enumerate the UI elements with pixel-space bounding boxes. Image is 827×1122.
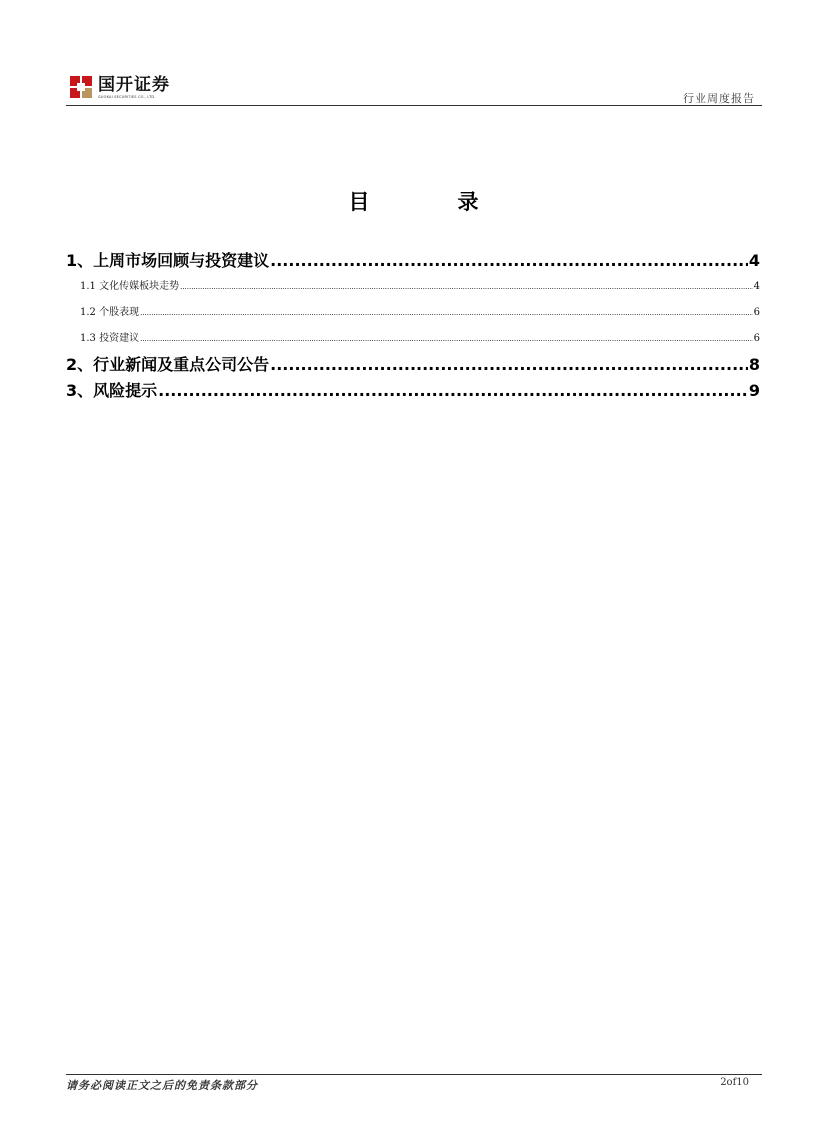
toc-title: 目录 [348, 190, 567, 214]
header-divider [66, 105, 762, 106]
toc-entry-page: 9 [748, 381, 760, 400]
page-indicator: 2of10 [720, 1077, 749, 1088]
toc-entry-label: 1、上周市场回顾与投资建议 [66, 251, 270, 270]
toc-leader-dots [140, 326, 753, 352]
toc-leader-dots [180, 274, 753, 300]
toc-entry-page: 6 [753, 307, 760, 318]
toc-entry[interactable] [66, 326, 760, 352]
toc-entry-label: 1.2 个股表现 [80, 307, 140, 318]
toc-entry-page: 6 [753, 333, 760, 344]
toc-leader-dots [270, 248, 748, 274]
toc-entry-label: 1.3 投资建议 [80, 333, 140, 344]
report-type-label: 行业周度报告 [683, 92, 755, 105]
toc-entry[interactable] [66, 352, 760, 378]
toc-leader-dots [140, 300, 753, 326]
toc-entry[interactable] [66, 274, 760, 300]
toc-entry-label: 3、风险提示 [66, 381, 158, 400]
toc-entry-page: 4 [753, 281, 760, 292]
toc-leader-dots [270, 352, 748, 378]
logo-english-name: GUOKAI SECURITIES CO., LTD. [98, 95, 156, 99]
toc-entry-label: 2、行业新闻及重点公司公告 [66, 355, 270, 374]
table-of-contents [66, 248, 760, 404]
toc-entry[interactable] [66, 248, 760, 274]
logo-icon [70, 76, 92, 98]
disclaimer-note: 请务必阅读正文之后的免责条款部分 [66, 1079, 258, 1092]
toc-entry-page: 4 [748, 251, 760, 270]
toc-entry-page: 8 [748, 355, 760, 374]
toc-leader-dots [158, 378, 748, 404]
logo-chinese-name: 国开证券 [98, 75, 170, 95]
toc-entry[interactable] [66, 300, 760, 326]
footer-divider [66, 1074, 762, 1075]
toc-entry-label: 1.1 文化传媒板块走势 [80, 281, 180, 292]
toc-entry[interactable] [66, 378, 760, 404]
company-logo [70, 76, 170, 100]
